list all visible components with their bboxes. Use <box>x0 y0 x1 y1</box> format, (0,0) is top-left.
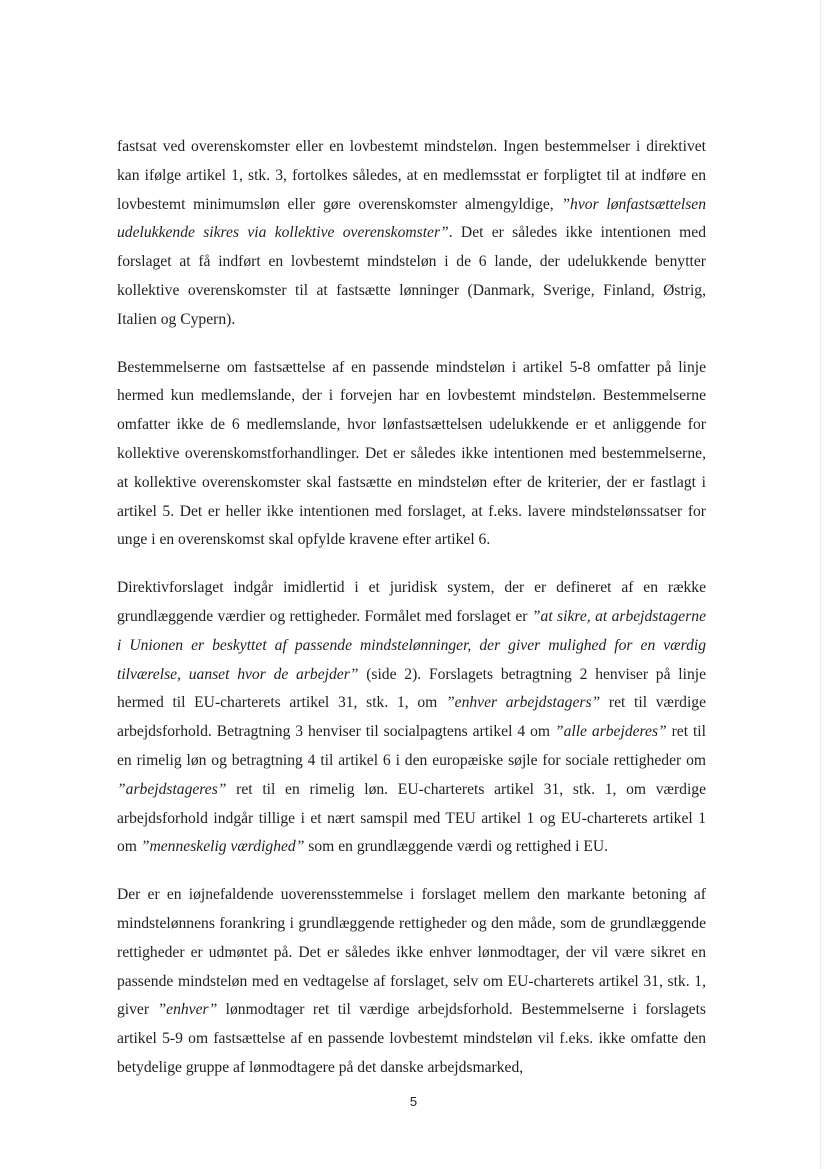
text-run: Bestemmelserne om fastsættelse af en passende mindsteløn i artikel 5-8 omfatter på linje hermed kun medlemslande, der i forvejen har en lovbestemt mindsteløn. Bestemmelserne omfatter ikke de 6 medlemslande, hvor lønfastsættelsen udelukkende er et anliggende for kollektive overenskomstforhandlinger. Det er således ikke intentionen med bestemmelserne, at kollektive overenskomster skal fastsætte en mindsteløn efter de kriterier, der er fastlagt i artikel 5. Det er heller ikke intentionen med forslaget, at f.eks. lavere mindstelønssatser for unge i en overenskomst skal opfylde kravene efter artikel 6. <box>117 358 706 549</box>
italic-quote: ”arbejdstageres” <box>117 780 227 798</box>
text-run: ret til værdige arbejdsforhold. Betragtning 3 henviser til socialpagtens artikel 4 om <box>117 694 706 741</box>
italic-quote: ”hvor lønfastsættelsen udelukkende sikres via kollektive overenskomster” <box>117 195 706 242</box>
text-run: som en grundlæggende værdi og rettighed i EU. <box>304 838 609 856</box>
scan-edge-line <box>820 0 821 1169</box>
text-run: Der er en iøjnefaldende uoverensstemmelse i forslaget mellem den markante betoning af mindstelønnens forankring i grundlæggende rettigheder og den måde, som de grundlæggende rettigheder er udmøntet på. Det er således ikke enhver lønmodtager, der vil være sikret en passende mindsteløn med en vedtagelse af forslaget, selv om EU-charterets artikel 31, stk. 1, giver <box>117 886 706 1019</box>
body-text <box>117 133 706 1102</box>
text-run: ret til en rimelig løn og betragtning 4 til artikel 6 i den europæiske søjle for sociale rettigheder om <box>117 723 706 769</box>
text-run: fastsat ved overenskomster eller en lovbestemt mindsteløn. Ingen bestemmelser i direktivet kan ifølge artikel 1, stk. 3, fortolkes således, at en medlemsstat er forpligtet til at indføre en lovbestemt minimumsløn eller gøre overenskomster almengyldige, <box>117 138 706 213</box>
text-run: lønmodtager ret til værdige arbejdsforhold. Bestemmelserne i forslagets artikel 5-9 om fastsættelse af en passende lovbestemt mindsteløn vil f.eks. ikke omfatte den betydelige gruppe af lønmodtagere på det danske arbejdsmarked, <box>117 1001 706 1076</box>
italic-quote: ”enhver” <box>157 1001 218 1019</box>
text-run: (side 2). Forslagets betragtning 2 henviser på linje hermed til EU-charterets artikel 31, stk. 1, om <box>117 665 706 712</box>
text-run: Direktivforslaget indgår imidlertid i et juridisk system, der er defineret af en række grundlæggende værdier og rettigheder. Formålet med forslaget er <box>117 579 706 625</box>
text-run: . Det er således ikke intentionen med forslaget at få indført en lovbestemt mindsteløn i de 6 lande, der udelukkende benytter kollektive overenskomster til at fastsætte lønninger (Danmark, Sverige, Finland, Østrig, Italien og Cypern). <box>117 224 706 328</box>
paragraph-1 <box>117 133 706 335</box>
italic-quote: ”at sikre, at arbejdstagerne i Unionen er beskyttet af passende mindstelønninger, der giver mulighed for en værdig tilværelse, uanset hvor de arbejder” <box>117 607 706 683</box>
italic-quote: ”menneskelig værdighed” <box>140 838 305 856</box>
italic-quote: ”alle arbejderes” <box>554 723 667 741</box>
paragraph-2 <box>117 354 706 556</box>
paragraph-3 <box>117 574 706 862</box>
page-number: 5 <box>409 1094 418 1109</box>
paragraph-4 <box>117 881 706 1083</box>
italic-quote: ”enhver arbejdstagers” <box>445 694 601 712</box>
text-run: ret til en rimelig løn. EU-charterets artikel 31, stk. 1, om værdige arbejdsforhold indgår tillige i et nært samspil med TEU artikel 1 og EU-charterets artikel 1 om <box>117 780 706 856</box>
